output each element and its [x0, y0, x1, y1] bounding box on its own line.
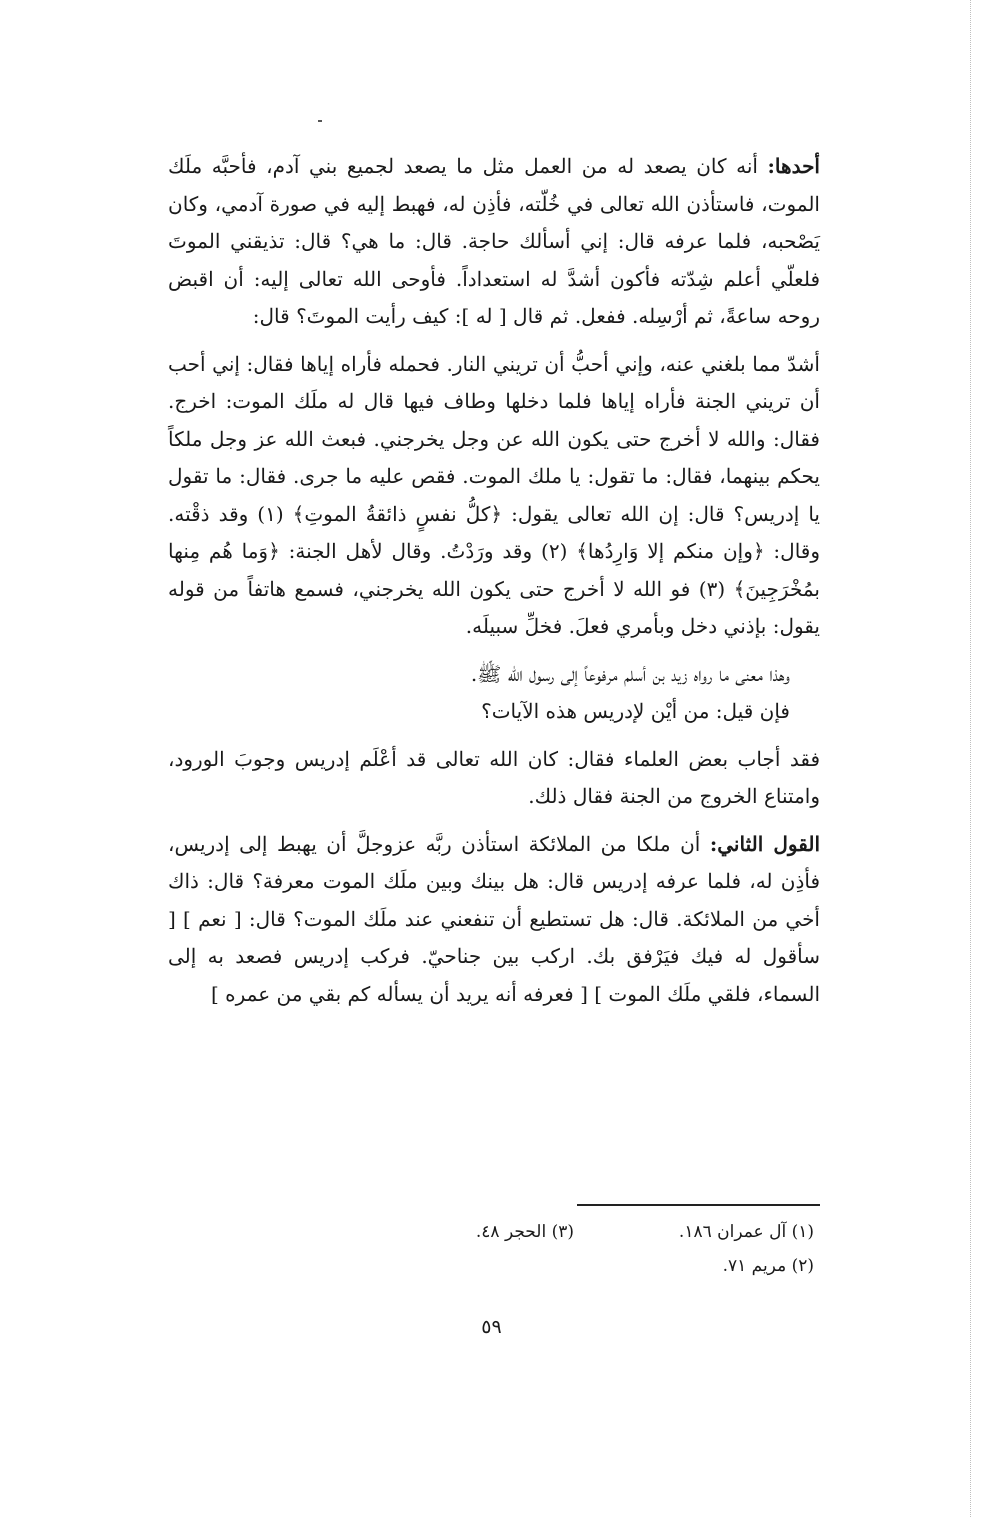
paragraph-6-text: أن ملكا من الملائكة استأذن ربَّه عزوجلَّ أن يهبط إلى إدريس، فأذِن له، فلما عرفه إدريس قال: هل بينك وبين ملَك الموت معرفة؟ قال: ذاك أخي من الملائكة. قال: هل تستطيع أن تنفعني عند ملَك الموت؟ قال: [ نعم ] [ سأقول له فيك فيَرْفق بك. اركب بين جناحيّ. فركب إدريس فصعد به إلى السماء، فلقي ملَك الموت ] [ فعرفه أنه يريد أن يسأله كم بقي من عمره ]	[168, 831, 820, 1006]
page-number: ٥٩	[481, 1316, 502, 1338]
paragraph-6	[168, 826, 820, 1014]
paragraph-4-text: فإن قيل: من أيْن لإدريس هذه الآيات؟	[481, 699, 790, 723]
paragraph-4	[168, 693, 820, 731]
footnote-3: (٣) الحجر ٤٨.	[475, 1222, 574, 1242]
footnotes	[168, 1215, 820, 1283]
page-edge-line	[970, 0, 971, 1517]
paragraph-1-lead: أحدها:	[767, 154, 820, 178]
footnote-separator	[577, 1204, 820, 1206]
footnote-1: (١) آل عمران ١٨٦.	[678, 1222, 814, 1242]
main-text	[168, 148, 820, 1023]
paragraph-1-text: أنه كان يصعد له من العمل مثل ما يصعد لجميع بني آدم، فأحبَّه ملَك الموت، فاستأذن الله تعالى في خُلّته، فأذِن له، فهبط إليه في صورة آدمي، وكان يَصْحبه، فلما عرفه قال: إني أسألك حاجة. قال: ما هي؟ قال: تذيقني الموتَ فلعلّي أعلم شِدّته فأكون أشدَّ له استعداداً. فأوحى الله تعالى إليه: أن اقبض روحه ساعةً، ثم أرْسِله. ففعل. ثم قال [ له ]: كيف رأيت الموتَ؟ قال:	[168, 154, 820, 328]
footnote-row-1	[168, 1215, 820, 1249]
paragraph-3-text: وهذا معنى ما رواه زيد بن أسلم مرفوعاً إلى رسول الله ﷺ.	[470, 661, 790, 686]
stray-ink-mark	[318, 120, 322, 122]
footnote-row-2	[168, 1249, 820, 1283]
paragraph-5-text: فقد أجاب بعض العلماء فقال: كان الله تعالى قد أعْلَم إدريس وجوبَ الورود، وامتناع الخروج من الجنة فقال ذلك.	[168, 746, 820, 808]
paragraph-3	[168, 656, 820, 694]
footnote-2: (٢) مريم ٧١.	[722, 1256, 814, 1276]
paragraph-5	[168, 741, 820, 816]
paragraph-2	[168, 346, 820, 646]
paragraph-6-lead: القول الثاني:	[709, 831, 821, 856]
paragraph-1	[168, 148, 820, 336]
paragraph-2-text: أشدّ مما بلغني عنه، وإني أحبُّ أن تريني النار. فحمله فأراه إياها فقال: إني أحب أن تريني الجنة فأراه إياها فلما دخلها وطاف فيها قال له ملَك الموت: اخرج. فقال: والله لا أخرج حتى يكون الله عن وجل يخرجني. فبعث الله عز وجل ملكاً يحكم بينهما، فقال: ما تقول: يا ملك الموت. فقص عليه ما جرى. فقال: ما تقول يا إدريس؟ قال: إن الله تعالى يقول: ﴿كلُّ نفسٍ ذائقةُ الموتِ﴾ (١) وقد ذقْته. وقال: ﴿وإن منكم إلا وَارِدُها﴾ (٢) وقد ورَدْتُ. وقال لأهل الجنة: ﴿وَما هُم مِنها بمُخْرَجِينَ﴾ (٣) فو الله لا أخرج حتى يكون الله يخرجني، فسمع هاتفاً من قوله يقول: بإذني دخل وبأمري فعلَ. فخلِّ سبيلَه.	[168, 351, 821, 638]
